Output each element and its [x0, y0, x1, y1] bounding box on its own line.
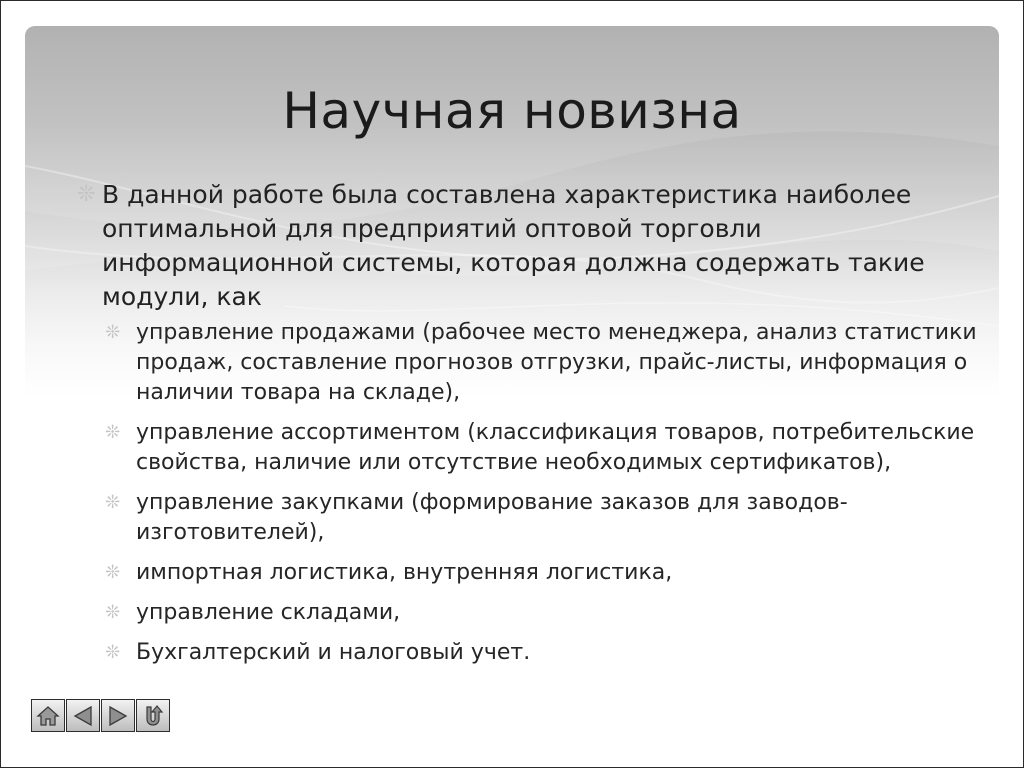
asterisk-bullet-icon: ❊ — [105, 642, 121, 663]
asterisk-bullet-icon: ❊ — [105, 602, 121, 623]
home-button[interactable] — [31, 699, 65, 732]
next-button[interactable] — [101, 699, 135, 732]
return-button[interactable] — [136, 699, 170, 732]
slide-title: Научная новизна — [282, 82, 742, 140]
return-arrow-icon — [142, 704, 164, 728]
module-text: управление складами, — [136, 600, 401, 625]
asterisk-bullet-icon: ❊ — [105, 422, 121, 443]
modules-list — [77, 318, 982, 668]
main-bullet-text: В данной работе была составлена характеристика наиболее оптимальной для предприятий оптовой торговли информационной системы, которая должна содержать такие модули, как — [102, 180, 925, 311]
list-item — [77, 558, 982, 588]
list-item — [77, 318, 982, 408]
module-text: управление ассортиментом (классификация товаров, потребительские свойства, наличие или отсутствие необходимых сертификатов), — [136, 420, 975, 475]
slide — [25, 26, 999, 740]
navigation-bar — [31, 699, 171, 732]
triangle-left-icon — [72, 705, 94, 727]
module-text: управление закупками (формирование заказов для заводов-изготовителей), — [136, 490, 848, 545]
list-item — [77, 598, 982, 628]
previous-button[interactable] — [66, 699, 100, 732]
home-icon — [36, 705, 60, 727]
module-text: импортная логистика, внутренняя логистика, — [136, 560, 673, 585]
asterisk-bullet-icon: ❊ — [105, 562, 121, 583]
asterisk-bullet-icon: ❊ — [77, 182, 96, 207]
asterisk-bullet-icon: ❊ — [105, 322, 121, 343]
list-item — [77, 418, 982, 478]
module-text: Бухгалтерский и налоговый учет. — [136, 640, 531, 665]
main-bullet-item — [77, 178, 982, 314]
list-item — [77, 638, 982, 668]
asterisk-bullet-icon: ❊ — [105, 492, 121, 513]
list-item — [77, 488, 982, 548]
triangle-right-icon — [107, 705, 129, 727]
module-text: управление продажами (рабочее место менеджера, анализ статистики продаж, составление прогнозов отгрузки, прайс-листы, информация о наличии товара на складе), — [136, 320, 977, 405]
slide-content — [77, 178, 982, 678]
